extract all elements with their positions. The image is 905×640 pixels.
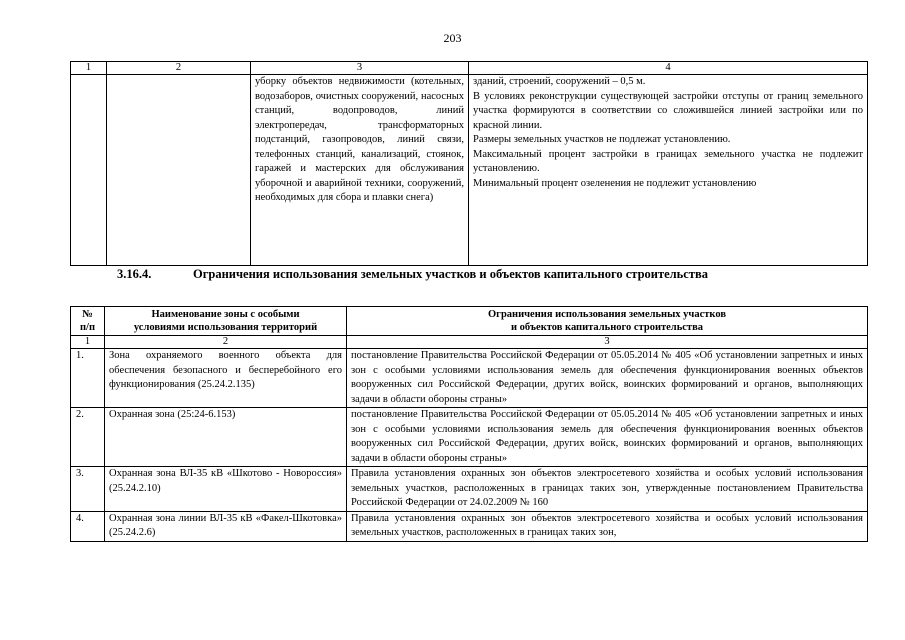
section-title: Ограничения использования земельных участков и объектов капитального строительства — [193, 267, 708, 281]
section-number: 3.16.4. — [117, 267, 152, 281]
column-number: 3 — [251, 62, 469, 75]
column-number: 3 — [347, 336, 868, 349]
header-text: Наименование зоны с особыми — [151, 309, 300, 320]
restriction-text: постановление Правительства Российской Федерации от 05.05.2014 № 405 «Об установлении запретных и иных зон с особыми условиями использования земель для обеспечения функционирования военных объектов вооруженных сил Российской Федерации, других войск, воинских формирований и органов, выполняющих задачи в области обороны страны» — [347, 349, 868, 408]
restrictions-table — [70, 306, 868, 542]
table-row — [71, 349, 868, 408]
header-text: № — [82, 309, 93, 320]
zone-name: Охранная зона ВЛ-35 кВ «Шкотово - Новороссия» (25.24.2.10) — [105, 467, 347, 512]
header-text: условиями использования территорий — [133, 322, 318, 333]
header-text: и объектов капитального строительства — [511, 322, 703, 333]
table-row — [71, 408, 868, 467]
parameter-line: В условиях реконструкции существующей застройки отступы от границ земельного участка формируются в соответствии со сложившейся линией застройки или по красной линии. — [473, 90, 863, 131]
row-number: 2. — [71, 408, 105, 467]
parameter-line: Размеры земельных участков не подлежат установлению. — [473, 134, 731, 145]
header-number — [71, 307, 105, 336]
parameter-line: Максимальный процент застройки в границах земельного участка не подлежит установлению. — [473, 148, 863, 174]
row-number: 3. — [71, 467, 105, 512]
header-restrictions — [347, 307, 868, 336]
zone-name: Охранная зона (25:24-6.153) — [105, 408, 347, 467]
zone-name: Зона охраняемого военного объекта для обеспечения безопасного и бесперебойного его функционирования (25.24.2.135) — [105, 349, 347, 408]
column-number: 2 — [105, 336, 347, 349]
empty-cell — [107, 75, 251, 266]
parameter-line: зданий, строений, сооружений – 0,5 м. — [473, 76, 646, 87]
header-text: п/п — [79, 322, 96, 333]
row-number: 4. — [71, 511, 105, 541]
header-zone-name — [105, 307, 347, 336]
permitted-use-description: уборку объектов недвижимости (котельных, водозаборов, очистных сооружений, насосных станций, водопроводов, линий электропередач, трансформаторных подстанций, газопроводов, линий связи, телефонных станций, канализаций, стоянок, гаражей и мастерских для обслуживания уборочной и аварийной техники, сооружений, необходимых для сбора и плавки снега) — [251, 75, 469, 266]
empty-cell — [71, 75, 107, 266]
column-number: 1 — [71, 336, 105, 349]
column-number: 2 — [107, 62, 251, 75]
restriction-text: Правила установления охранных зон объектов электросетевого хозяйства и особых условий использования земельных участков, расположенных в границах таких зон, утвержденные постановлением Правительства Российской Федерации от 24.02.2009 № 160 — [347, 467, 868, 512]
table-row — [71, 75, 868, 266]
row-number: 1. — [71, 349, 105, 408]
restriction-text: Правила установления охранных зон объектов электросетевого хозяйства и особых условий использования земельных участков, расположенных в границах таких зон, — [347, 511, 868, 541]
column-number: 1 — [71, 62, 107, 75]
column-number-row — [71, 62, 868, 75]
page-number: 203 — [443, 31, 462, 45]
column-number: 4 — [469, 62, 868, 75]
restriction-text: постановление Правительства Российской Федерации от 05.05.2014 № 405 «Об установлении запретных и иных зон с особыми условиями использования земель для обеспечения функционирования военных объектов вооруженных сил Российской Федерации, других войск, воинских формирований и органов, выполняющих задачи в области обороны страны» — [347, 408, 868, 467]
header-text: Ограничения использования земельных участков — [488, 309, 726, 320]
table-row — [71, 467, 868, 512]
parameter-line: Минимальный процент озеленения не подлежит установлению — [473, 177, 757, 189]
column-number-row — [71, 336, 868, 349]
continued-table — [70, 61, 868, 266]
zone-name: Охранная зона линии ВЛ-35 кВ «Факел-Шкотовка» (25.24.2.6) — [105, 511, 347, 541]
table-row — [71, 511, 868, 541]
parameters-cell — [469, 75, 868, 266]
table-header-row — [71, 307, 868, 336]
